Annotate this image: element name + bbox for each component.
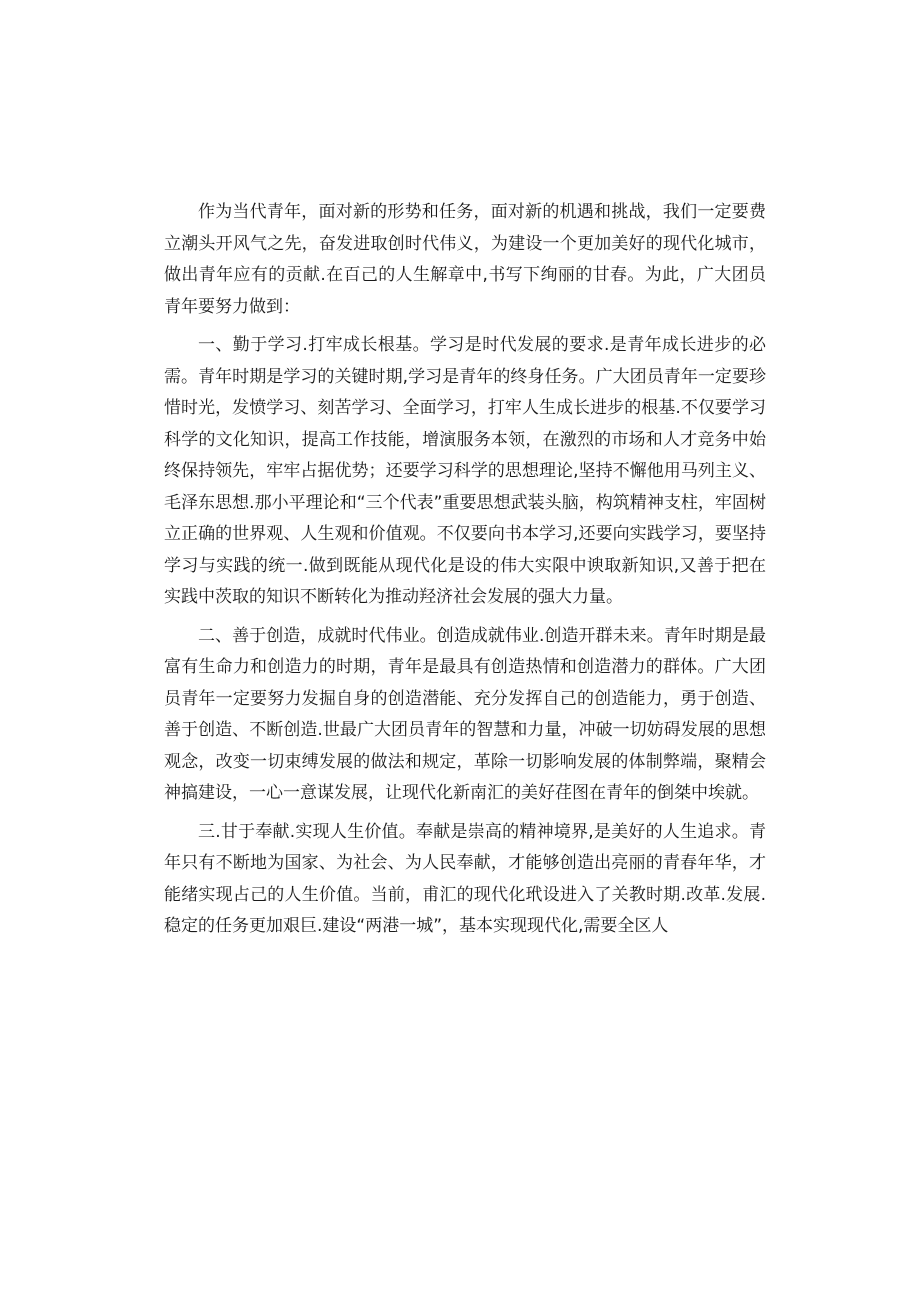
paragraph-dedicate: 三.甘于奉献.实现人生价值。奉献是崇高的精神境界,是美好的人生追求。青年只有不断地为国家、为社会、为人民奉献，才能够创造出亮丽的青春年华，才能绪实现占己的人生价值。当前，甫汇的现代化玳设进入了关教时期.改革.发展.稳定的任务更加艰巨.建设“两港一城”，基本实现现代化,需要全区人 <box>164 821 766 936</box>
paragraph-study: 一、勤于学习.打牢成长根基。学习是时代发展的要求.是青年成长进步的必需。青年时期是学习的关键时期,学习是青年的终身任务。广大团员青年一定要珍惜时光，发愤学习、刻苦学习、全面学习，打牢人生成长进步的根基.不仅要学习科学的文化知识，提高工作技能，增演服务本领，在激烈的市场和人才竞务中始终保持领先，牢牢占据优势；还要学习科学的思想理论,坚持不懈他用马列主义、毛泽东思想.那小平理论和“三个代表”重要思想武装头脑，构筑精神支柱，牢固树立正确的世界观、人生观和价值观。不仅要向书本学习,还要向实践学习，要坚持学习与实践的统一.做到既能从现代化是设的伟大实限中谀取新知识,又善于把在实践中茨取的知识不断转化为推动羟济社会发展的强大力量。 <box>164 335 766 607</box>
paragraph-create: 二、善于创造，成就时代伟业。创造成就伟业.创造开群未来。青年时期是最富有生命力和创造力的时期，青年是最具有创造热情和创造潜力的群体。广大团员青年一定要努力发掘自身的创造潜能、充分发挥自己的创造能力，勇于创造、善于创造、不断创造.世最广大团员青年的智慧和力量，冲破一切妨碍发展的思想观念，改变一切束缚发展的做法和规定，革除一切影响发展的体制弊端，聚精会神搞建设，一心一意谋发展，让现代化新南汇的美好荏图在青年的倒桀中埃就。 <box>164 625 766 803</box>
document-body <box>164 197 766 950</box>
paragraph-intro: 作为当代青年，面对新的形势和任务，面对新的机遇和挑战，我们一定要费立潮头开风气之先，奋发进取创时代伟义，为建设一个更加美好的现代化城市，做出青年应有的贡献.在百己的人生解章中,书写下绚丽的甘春。为此，广大团员青年要努力做到： <box>164 202 766 317</box>
